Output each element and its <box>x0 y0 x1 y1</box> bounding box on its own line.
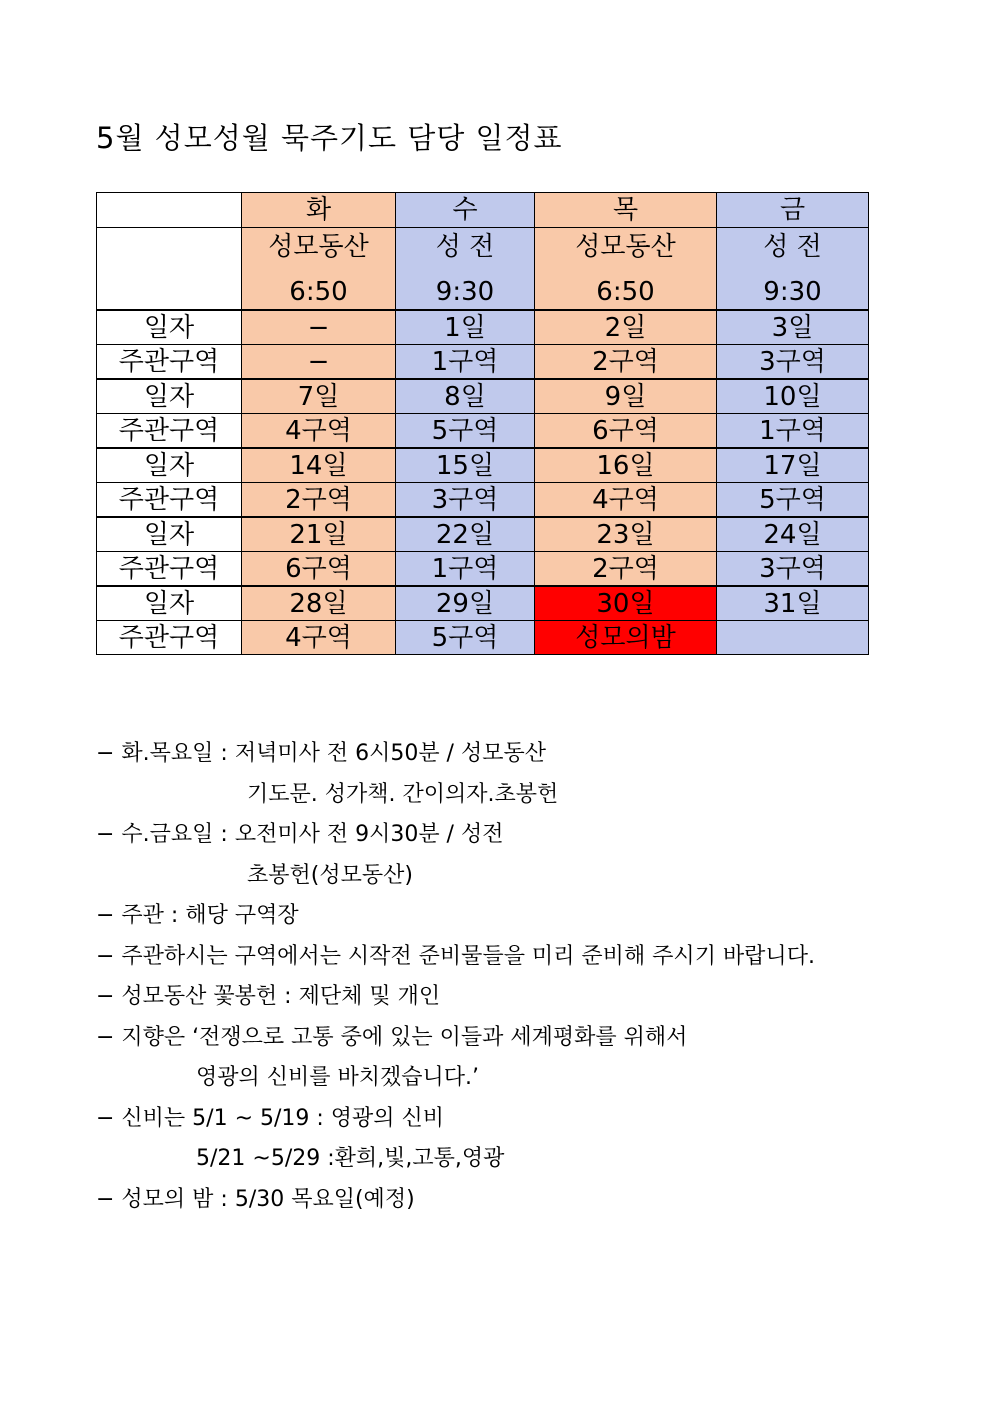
area-cell: 3구역 <box>717 552 869 587</box>
date-cell: 21일 <box>242 517 396 552</box>
place-label: 성모동산 <box>268 232 369 262</box>
area-cell: 3구역 <box>396 483 535 518</box>
date-cell: 24일 <box>717 517 869 552</box>
date-cell: 2일 <box>535 310 717 345</box>
note-line: − 성모의 밤 : 5/30 목요일(예정) <box>96 1186 415 1212</box>
page-title: 5월 성모성월 묵주기도 담당 일정표 <box>96 121 563 155</box>
area-row <box>97 621 869 655</box>
day-header: 수 <box>396 193 535 228</box>
date-row <box>97 517 869 552</box>
row-label: 일자 <box>97 517 242 552</box>
row-label: 주관구역 <box>97 483 242 518</box>
table-row <box>97 228 869 311</box>
time-label: 9:30 <box>763 277 822 307</box>
place-time-cell <box>242 228 396 311</box>
note-line: − 주관 : 해당 구역장 <box>96 903 299 928</box>
date-cell: 31일 <box>717 586 869 621</box>
time-label: 9:30 <box>435 277 495 307</box>
area-cell: 4구역 <box>242 414 396 449</box>
area-cell: 2구역 <box>535 345 717 380</box>
area-row <box>97 483 869 518</box>
note-line: − 신비는 5/1 ~ 5/19 : 영광의 신비 <box>96 1105 445 1131</box>
corner-cell <box>97 228 242 311</box>
area-row <box>97 414 869 449</box>
note-line: 5/21 ~5/29 :환희,빛,고통,영광 <box>196 1146 505 1171</box>
note-line: − 화.목요일 : 저녁미사 전 6시50분 / 성모동산 <box>96 741 546 766</box>
date-cell: 17일 <box>717 448 869 483</box>
date-cell: 9일 <box>535 379 717 414</box>
area-cell: 4구역 <box>242 621 396 655</box>
place-time-cell <box>396 228 535 311</box>
date-cell: 28일 <box>242 586 396 621</box>
area-cell: 2구역 <box>242 483 396 518</box>
day-header: 화 <box>242 193 396 228</box>
place-time-cell <box>535 228 717 311</box>
place-label: 성 전 <box>763 232 822 262</box>
row-label: 일자 <box>97 379 242 414</box>
notes-list <box>96 734 815 1220</box>
date-row <box>97 310 869 345</box>
date-cell: 16일 <box>535 448 717 483</box>
note-line: − 지향은 ‘전쟁으로 고통 중에 있는 이들과 세계평화를 위해서 <box>96 1024 688 1050</box>
time-label: 6:50 <box>596 277 655 307</box>
area-cell: 3구역 <box>717 345 869 380</box>
corner-cell <box>97 193 242 228</box>
note-line: − 성모동산 꽃봉헌 : 제단체 및 개인 <box>96 984 441 1009</box>
note-line: − 수.금요일 : 오전미사 전 9시30분 / 성전 <box>96 822 504 847</box>
row-label: 주관구역 <box>97 345 242 380</box>
area-cell <box>717 621 869 655</box>
area-cell: 1구역 <box>717 414 869 449</box>
time-label: 6:50 <box>289 277 348 307</box>
area-cell: 5구역 <box>717 483 869 518</box>
row-label: 일자 <box>97 448 242 483</box>
date-cell: 1일 <box>396 310 535 345</box>
row-label: 주관구역 <box>97 414 242 449</box>
area-cell: 1구역 <box>396 345 535 380</box>
area-cell: 6구역 <box>242 552 396 587</box>
area-cell: 6구역 <box>535 414 717 449</box>
table-row <box>97 193 869 228</box>
date-cell: 14일 <box>242 448 396 483</box>
area-cell: 2구역 <box>535 552 717 587</box>
date-cell: 15일 <box>396 448 535 483</box>
area-cell: 5구역 <box>396 621 535 655</box>
note-line: − 주관하시는 구역에서는 시작전 준비물들을 미리 준비해 주시기 바랍니다. <box>96 943 815 969</box>
highlight-date-cell: 30일 <box>535 586 717 621</box>
date-cell: 23일 <box>535 517 717 552</box>
area-row <box>97 345 869 380</box>
area-cell: 1구역 <box>396 552 535 587</box>
area-cell: 4구역 <box>535 483 717 518</box>
day-header: 금 <box>717 193 869 228</box>
date-cell: 29일 <box>396 586 535 621</box>
date-cell: 22일 <box>396 517 535 552</box>
place-time-cell <box>717 228 869 311</box>
date-row <box>97 379 869 414</box>
area-cell: − <box>242 345 396 380</box>
date-row <box>97 586 869 621</box>
highlight-area-cell: 성모의밤 <box>535 621 717 655</box>
date-cell: 8일 <box>396 379 535 414</box>
note-line: 영광의 신비를 바치겠습니다.’ <box>196 1065 479 1090</box>
area-row <box>97 552 869 587</box>
schedule-table <box>96 192 869 655</box>
day-header: 목 <box>535 193 717 228</box>
date-cell: 3일 <box>717 310 869 345</box>
note-line: 기도문. 성가책. 간이의자.초봉헌 <box>247 781 559 807</box>
date-row <box>97 448 869 483</box>
date-cell: 7일 <box>242 379 396 414</box>
row-label: 일자 <box>97 586 242 621</box>
place-label: 성 전 <box>435 232 495 262</box>
date-cell: − <box>242 310 396 345</box>
place-label: 성모동산 <box>575 232 676 262</box>
row-label: 주관구역 <box>97 552 242 587</box>
date-cell: 10일 <box>717 379 869 414</box>
row-label: 주관구역 <box>97 621 242 655</box>
area-cell: 5구역 <box>396 414 535 449</box>
row-label: 일자 <box>97 310 242 345</box>
note-line: 초봉헌(성모동산) <box>247 862 413 888</box>
